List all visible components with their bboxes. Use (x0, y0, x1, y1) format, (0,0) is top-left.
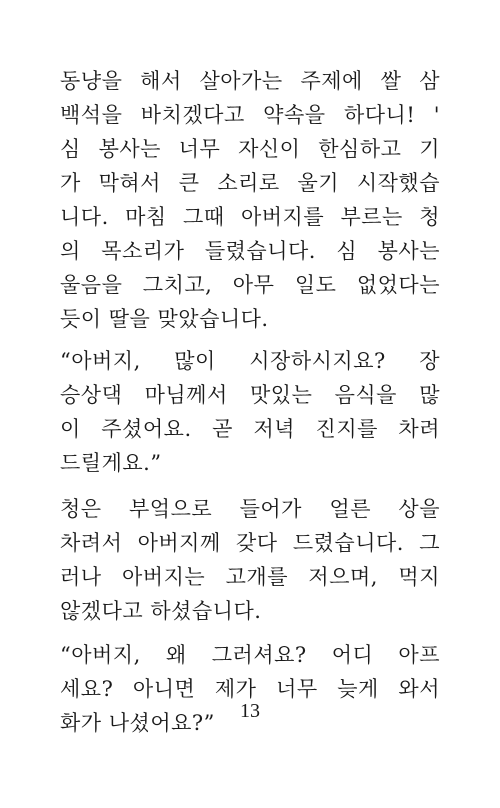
paragraph-3 (60, 492, 440, 628)
text-line: 드릴게요.” (60, 451, 162, 475)
text-line: 심 봉사는 너무 자신이 한심하고 기 (60, 137, 440, 161)
text-line: 않겠다고 하셨습니다. (60, 599, 262, 623)
text-line: 듯이 딸을 맞았습니다. (60, 307, 269, 331)
text-line: 니다. 마침 그때 아버지를 부르는 청 (60, 205, 440, 229)
text-line: “아버지, 많이 시장하시지요? 장 (60, 349, 440, 373)
text-line: 청은 부엌으로 들어가 얼른 상을 (60, 497, 440, 521)
paragraph-4 (60, 638, 440, 740)
page-body (60, 64, 440, 740)
text-line: “아버지, 왜 그러셔요? 어디 아프 (60, 643, 440, 667)
text-line: 울음을 그치고, 아무 일도 없었다는 (60, 273, 440, 297)
text-line: 승상댁 마님께서 맛있는 음식을 많 (60, 383, 440, 407)
text-line: 화가 나셨어요?” (60, 711, 215, 735)
text-line: 러나 아버지는 고개를 저으며, 먹지 (60, 565, 440, 589)
text-line: 동냥을 해서 살아가는 주제에 쌀 삼 (60, 69, 440, 93)
paragraph-1 (60, 64, 440, 336)
text-line: 이 주셨어요. 곧 저녁 진지를 차려 (60, 417, 440, 441)
text-line: 의 목소리가 들렸습니다. 심 봉사는 (60, 239, 440, 263)
text-line: 가 막혀서 큰 소리로 울기 시작했습 (60, 171, 440, 195)
paragraph-2 (60, 344, 440, 480)
page-number: 13 (240, 700, 260, 722)
text-line: 차려서 아버지께 갖다 드렸습니다. 그 (60, 531, 440, 555)
text-line: 백석을 바치겠다고 약속을 하다니! ' (60, 103, 440, 127)
text-line: 세요? 아니면 제가 너무 늦게 와서 (60, 677, 440, 701)
